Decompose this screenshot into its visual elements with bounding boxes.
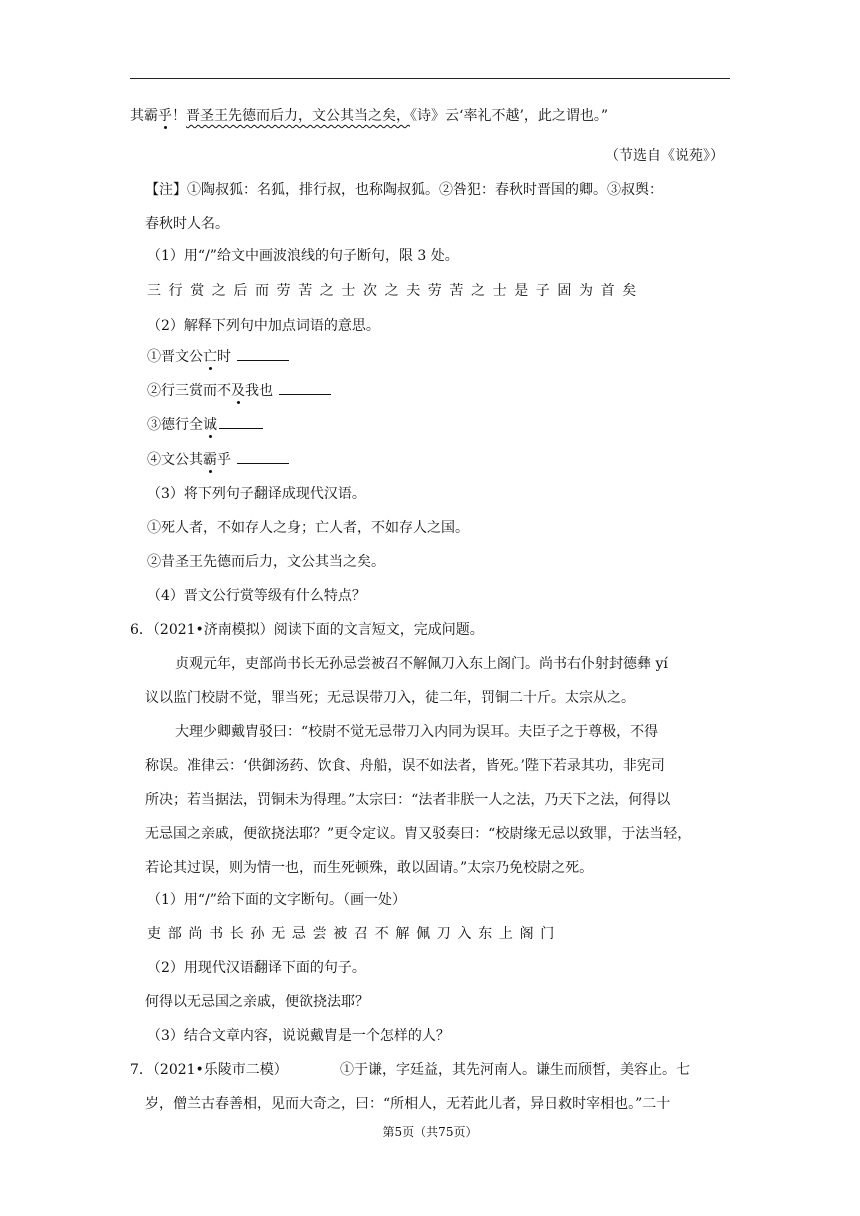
note-line: 春秋时人名。 [145,216,229,232]
question-prompt: （3）将下列句子翻译成现代汉语。 [147,486,366,502]
passage-line: 议以监门校尉不觉，罪当死；无忌误带刀入，徒二年，罚铜二十斤。太宗从之。 [145,690,635,706]
passage-line: 大理少卿戴胄驳曰：“校尉不觉无忌带刀入内同为误耳。夫臣子之于尊极，不得 [175,724,659,740]
passage-line: 其霸乎！晋圣王先德而后力，文公其当之矣，《诗》云‘率礼不越’，此之谓也。” [130,108,609,124]
punctuation-exercise-text: 三行赏之后而劳苦之士次之夫劳苦之士是子固为首矣 [147,283,644,299]
header-rule [130,78,730,79]
passage-line: 若论其过误，则为情一也，而生死顿殊，敢以固请。”太宗乃免校尉之死。 [145,860,594,876]
question-prompt: （1）用“/”给文中画波浪线的句子断句，限 3 处。 [147,248,459,264]
question-prompt: （4）晋文公行赏等级有什么特点？ [147,588,366,604]
dotted-char: 霸 [203,452,217,468]
passage-line: 称误。准律云：‘供御汤药、饮食、舟船，误不如法者，皆死。’陛下若录其功，非宪司 [145,758,665,774]
wavy-underlined-sentence: 晋圣王先德而后力，文公其当之矣， [186,108,410,124]
answer-blank[interactable] [237,346,289,361]
answer-blank[interactable] [237,449,289,464]
translation-item: ①死人者，不如存人之身；亡人者，不如存人之国。 [147,520,469,536]
question-heading: 7．（2021•乐陵市二模） [130,1062,288,1078]
vocab-item: ④文公其霸乎 [147,449,291,470]
dotted-char: 亡 [203,349,217,365]
dotted-char: 诚 [203,417,217,433]
dotted-char: 乎 [158,108,172,124]
question-prompt: （2）用现代汉语翻译下面的句子。 [147,960,366,976]
vocab-item: ②行三赏而不及我也 [147,380,333,401]
question-prompt: （1）用“/”给下面的文字断句。（画一处） [147,892,406,908]
passage-line: 无忌国之亲戚，便欲挠法耶？”更令定议。胄又驳奏曰：“校尉缘无忌以致罪，于法当轻， [145,826,692,842]
passage-line: 岁，僧兰古春善相，见而大奇之，曰：“所相人，无若此儿者，异日救时宰相也。”二十 [145,1096,671,1112]
passage-line: 贞观元年，吏部尚书长无孙忌尝被召不解佩刀入东上阁门。尚书右仆射封德彝 yí [175,656,668,672]
vocab-item: ③德行全诚 [147,414,265,435]
passage-line: ①于谦，字廷益，其先河南人。谦生而颀皙，美容止。七 [340,1062,690,1078]
punctuation-exercise-text: 吏部尚书长孙无忌尝被召不解佩刀入东上阁门 [147,926,561,942]
dotted-char: 及 [231,383,245,399]
question-heading: 6．（2021•济南模拟）阅读下面的文言短文，完成问题。 [130,622,484,638]
translation-item: ②昔圣王先德而后力，文公其当之矣。 [147,554,385,570]
vocab-item: ①晋文公亡时 [147,346,291,367]
page-number-footer: 第5页（共75页） [382,1125,478,1139]
answer-blank[interactable] [219,414,263,429]
note-line: 【注】①陶叔狐：名狐，排行叔，也称陶叔狐。②咎犯：春秋时晋国的卿。③叔舆： [145,182,663,198]
passage-line: 所决；若当据法，罚铜未为得理。”太宗曰：“法者非朕一人之法，乃天下之法，何得以 [145,792,671,808]
question-prompt: （3）结合文章内容，说说戴胄是一个怎样的人？ [147,1028,450,1044]
answer-blank[interactable] [279,380,331,395]
translation-item: 何得以无忌国之亲戚，便欲挠法耶？ [145,994,369,1010]
source-citation: （节选自《说苑》） [605,148,724,164]
question-prompt: （2）解释下列句中加点词语的意思。 [147,318,380,334]
